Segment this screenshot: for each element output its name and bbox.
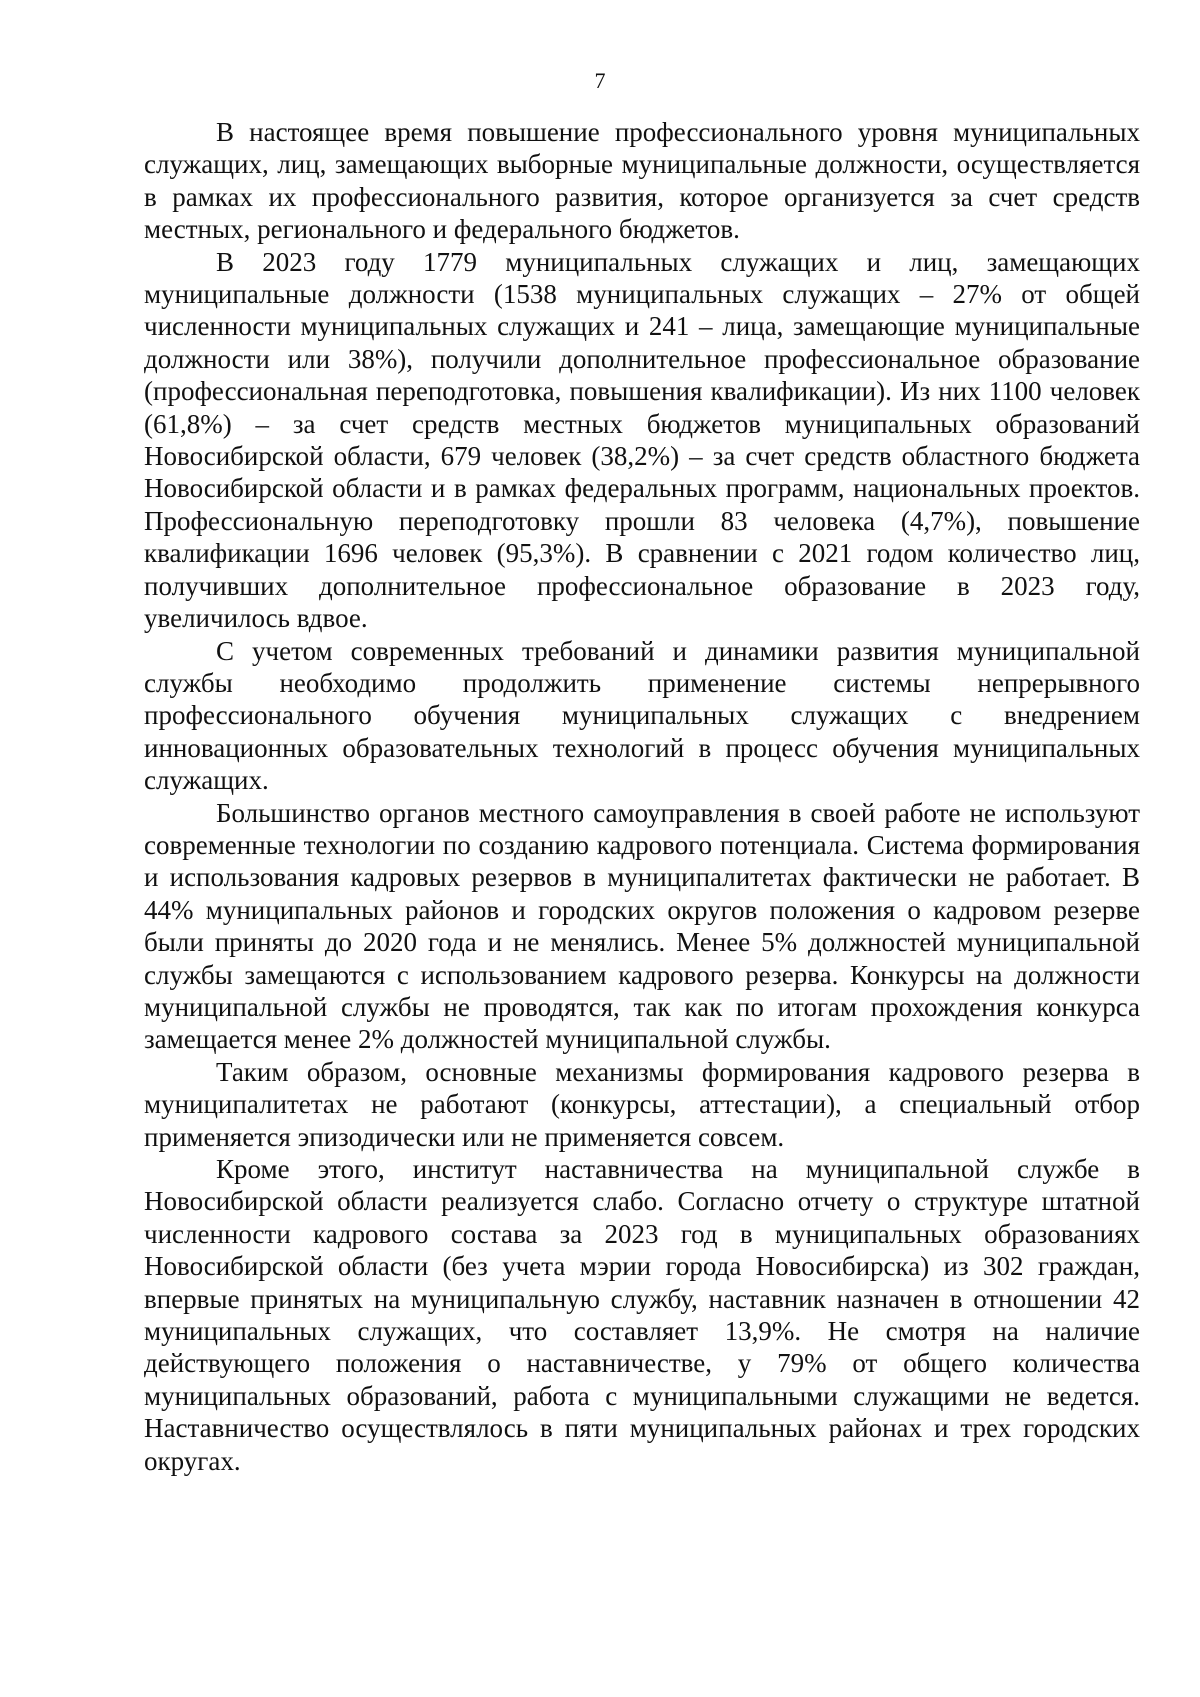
page-number: 7 — [594, 68, 606, 93]
paragraph-personnel-reserve: Большинство органов местного самоуправления в своей работе не используют современные технологии по созданию кадрового потенциала. Система формирования и использования кадровых резервов в муниципалитетах фактически не работает. В 44% муниципальных районов и городских округов положения о кадровом резерве были приняты до 2020 года и не менялись. Менее 5% должностей муниципальной службы замещаются с использованием кадрового резерва. Конкурсы на должности муниципальной службы не проводятся, так как по итогам прохождения конкурса замещается менее 2% должностей муниципальной службы. — [144, 797, 1140, 1055]
paragraph-mentoring: Кроме этого, институт наставничества на муниципальной службе в Новосибирской области реализуется слабо. Согласно отчету о структуре штатной численности кадрового состава за 2023 год в муниципальных образованиях Новосибирской области (без учета мэрии города Новосибирска) из 302 граждан, впервые принятых на муниципальную службу, наставник назначен в отношении 42 муниципальных служащих, что составляет 13,9%. Не смотря на наличие действующего положения о наставничестве, у 79% от общего количества муниципальных образований, работа с муниципальными служащими не ведется. Наставничество осуществлялось в пяти муниципальных районах и трех городских округах. — [144, 1154, 1140, 1476]
paragraph-continuous-training: С учетом современных требований и динамики развития муниципальной службы необходимо продолжить применение системы непрерывного профессионального обучения муниципальных служащих с внедрением инновационных образовательных технологий в процесс обучения муниципальных служащих. — [144, 635, 1140, 796]
paragraph-professional-development: В настоящее время повышение профессионального уровня муниципальных служащих, лиц, замещающих выборные муниципальные должности, осуществляется в рамках их профессионального развития, которое организуется за счет средств местных, регионального и федерального бюджетов. — [144, 117, 1140, 245]
paragraph-reserve-mechanisms: Таким образом, основные механизмы формирования кадрового резерва в муниципалитетах не работают (конкурсы, аттестации), а специальный отбор применяется эпизодически или не применяется совсем. — [144, 1056, 1140, 1152]
paragraph-training-statistics-2023: В 2023 году 1779 муниципальных служащих и лиц, замещающих муниципальные должности (1538 муниципальных служащих – 27% от общей численности муниципальных служащих и 241 – лица, замещающие муниципальные должности или 38%), получили дополнительное профессиональное образование (профессиональная переподготовка, повышения квалификации). Из них 1100 человек (61,8%) – за счет средств местных бюджетов муниципальных образований Новосибирской области, 679 человек (38,2%) – за счет средств областного бюджета Новосибирской области и в рамках федеральных программ, национальных проектов. Профессиональную переподготовку прошли 83 человека (4,7%), повышение квалификации 1696 человек (95,3%). В сравнении с 2021 годом количество лиц, получивших дополнительное профессиональное образование в 2023 году, увеличилось вдвое. — [144, 246, 1140, 634]
document-body — [144, 116, 1140, 1477]
